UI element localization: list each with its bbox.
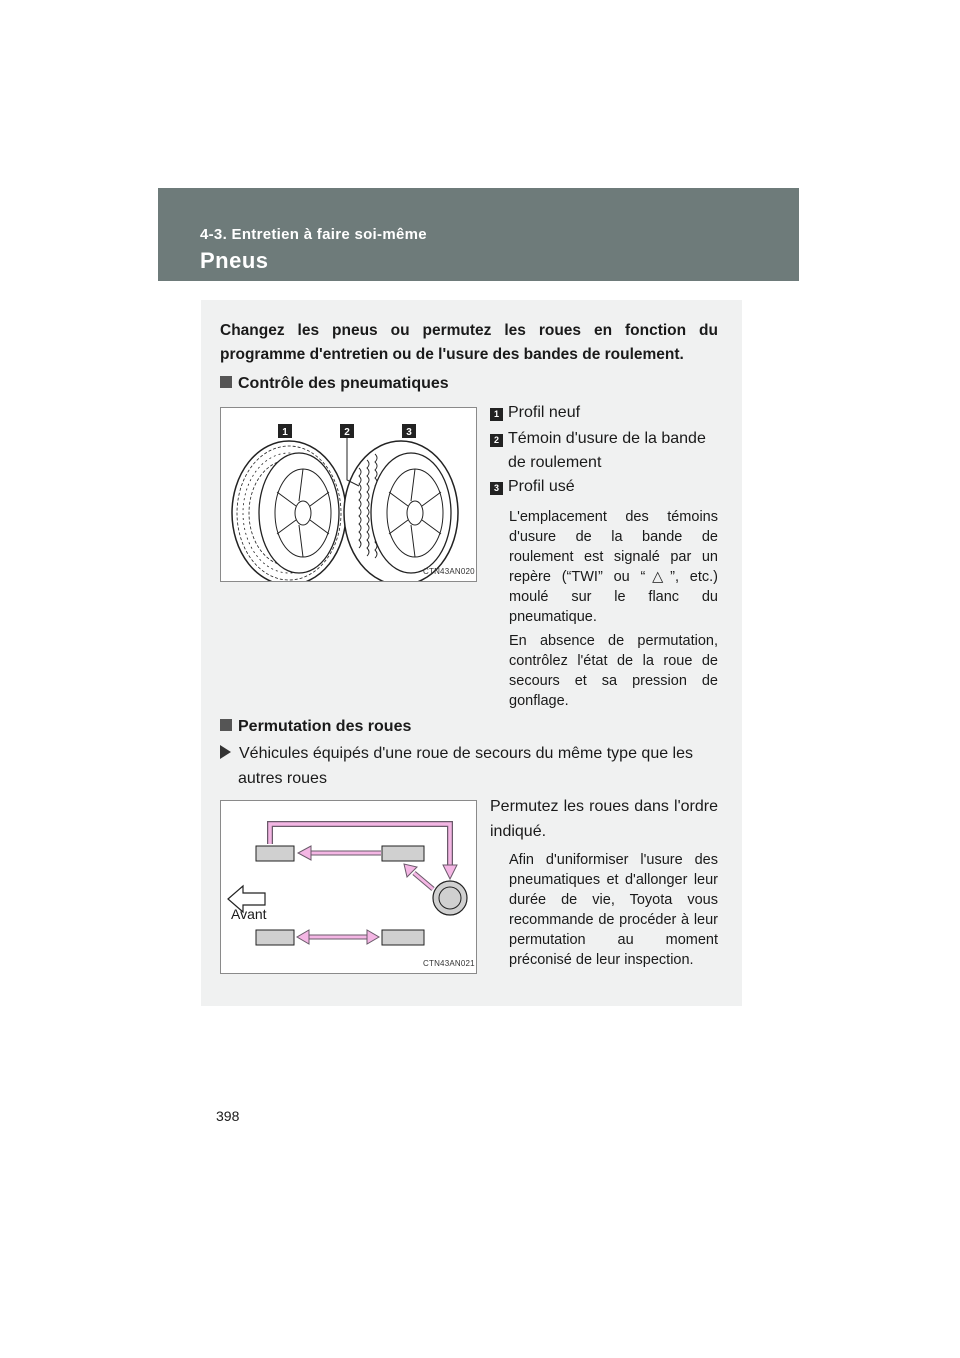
rear-left-wheel [382, 846, 424, 861]
section-title: 4-3. Entretien à faire soi-même [200, 226, 427, 243]
svg-text:2: 2 [344, 427, 350, 438]
page-title: Pneus [200, 248, 269, 273]
triangle-bullet-icon [220, 745, 231, 759]
number-badge-2: 2 [490, 434, 503, 447]
svg-text:1: 1 [282, 427, 288, 438]
legend-item-wear-indicator: Témoin d'usure de la bande de roulement [508, 430, 706, 471]
svg-text:3: 3 [406, 427, 412, 438]
number-badge-1: 1 [490, 408, 503, 421]
square-bullet-icon [220, 719, 232, 731]
rotation-arrow-left [298, 846, 381, 860]
figure-code: CTN43AN020 [423, 567, 475, 576]
rotation-instruction: Permutez les roues dans l'ordre indiqué. [490, 798, 718, 840]
tire-tread-figure [220, 407, 477, 582]
bullet-vehicle-spare: Véhicules équipés d'une roue de secours du même type que les autres roues [220, 741, 738, 791]
page-number: 398 [216, 1108, 240, 1124]
number-badge-3: 3 [490, 482, 503, 495]
tires-illustration [221, 408, 476, 581]
figure-code: CTN43AN021 [423, 959, 475, 968]
figure-number-labels [278, 424, 416, 438]
note-spare-tire: En absence de permutation, contrôlez l'état de la roue de secours et sa pression de gonflage. [509, 633, 718, 709]
legend-item-new-tread: Profil neuf [508, 404, 581, 421]
worn-tread-tire [344, 441, 458, 581]
heading-rotation: Permutation des roues [220, 718, 411, 736]
rotation-arrow-diagonal [404, 864, 433, 889]
new-tread-tire [232, 441, 346, 581]
note-wear-indicator-location: L'emplacement des témoins d'usure de la bande de roulement est signalé par un repère (“TWI” ou “△”, etc.) moulé sur le flanc du pneumatique. [509, 509, 718, 625]
rear-right-wheel [382, 930, 424, 945]
rotation-arrow-double [297, 930, 379, 944]
legend-item-worn-tread: Profil usé [508, 478, 575, 495]
intro-text: Changez les pneus ou permutez les roues en fonction du programme d'entretien ou de l'usure des bandes de roulement. [220, 322, 718, 363]
front-left-wheel [256, 846, 294, 861]
rotation-figure [220, 800, 477, 974]
chapter-header [158, 188, 799, 281]
rotation-diagram [221, 801, 476, 973]
front-right-wheel [256, 930, 294, 945]
heading-tire-check: Contrôle des pneumatiques [220, 375, 449, 393]
square-bullet-icon [220, 376, 232, 388]
rotation-note: Afin d'uniformiser l'usure des pneumatiques et d'allonger leur durée de vie, Toyota vous recommande de procéder à leur permutation au moment préconisé de leur inspection. [509, 852, 718, 968]
front-label: Avant [231, 906, 267, 922]
